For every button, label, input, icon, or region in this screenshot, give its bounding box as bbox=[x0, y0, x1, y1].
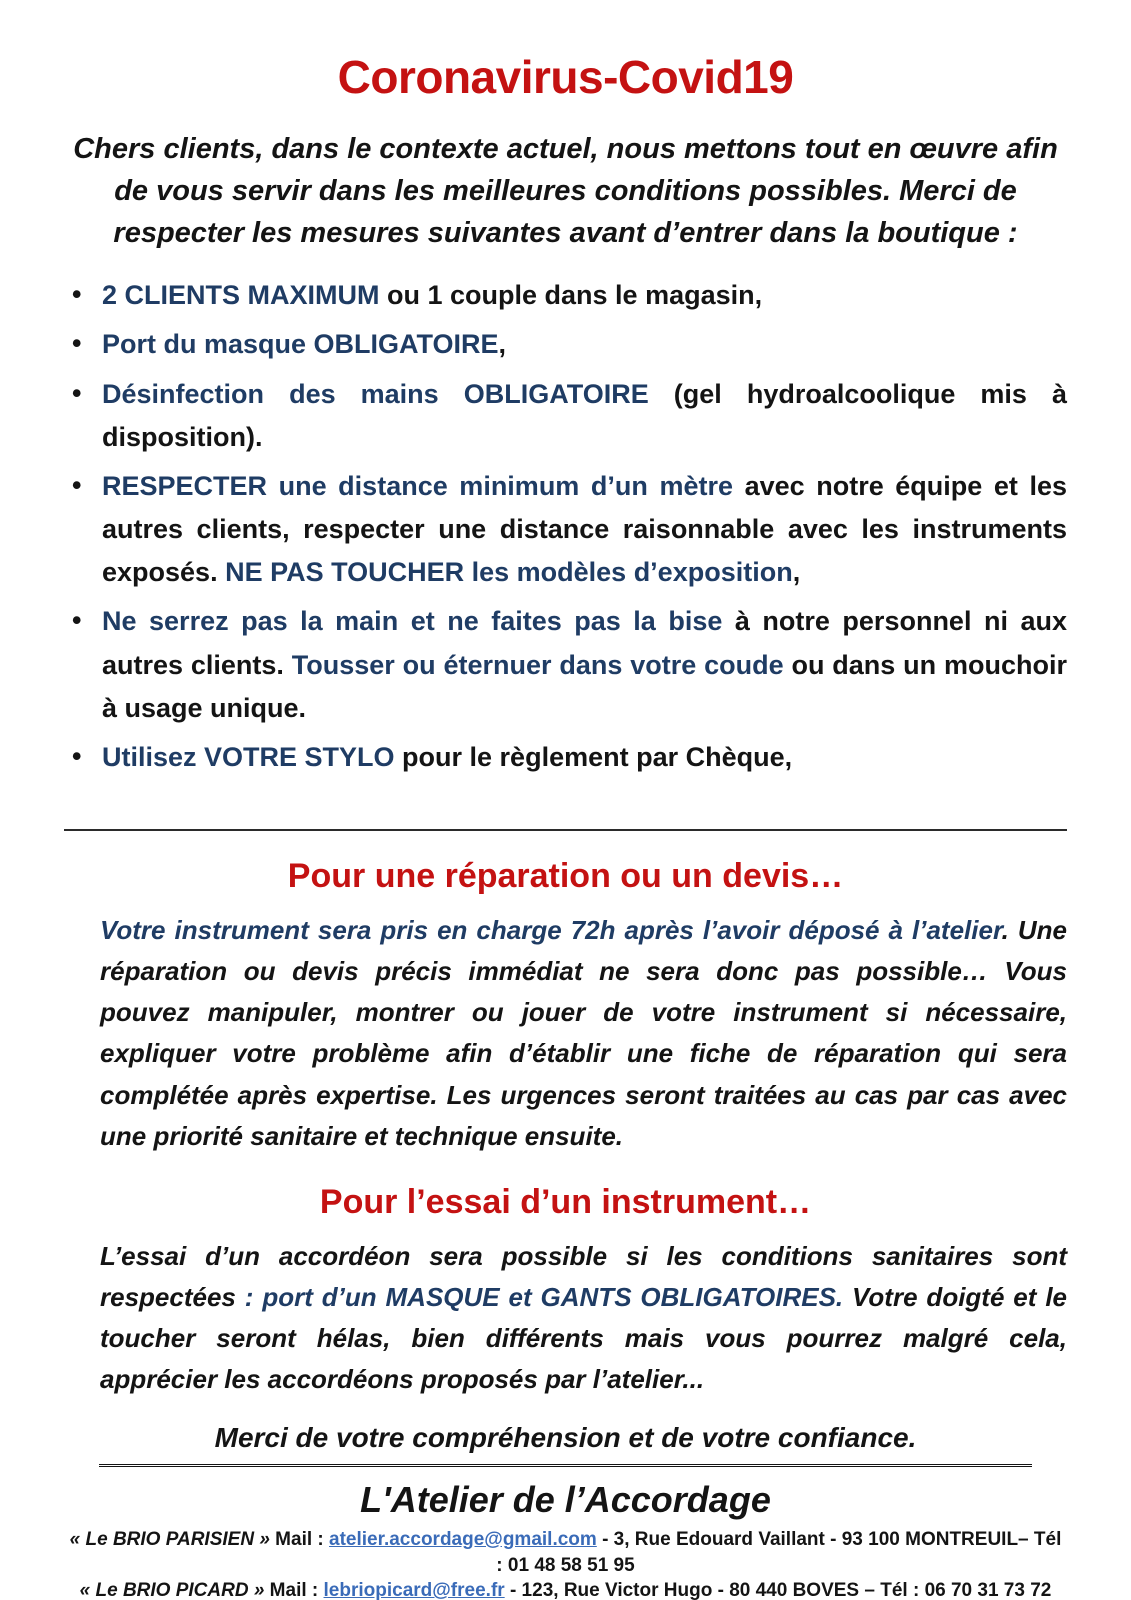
text-run: ou dans un mouchoir à usage unique. bbox=[102, 649, 1067, 723]
text-run: RESPECTER une distance minimum d’un mètre bbox=[102, 470, 733, 501]
list-item bbox=[102, 373, 1067, 459]
list-item bbox=[102, 736, 1067, 779]
email-link[interactable]: lebriopicard@free.fr bbox=[323, 1580, 505, 1600]
trial-paragraph bbox=[100, 1236, 1067, 1400]
measures-list bbox=[64, 274, 1067, 779]
text-run: Utilisez VOTRE STYLO bbox=[102, 742, 395, 773]
repair-paragraph bbox=[100, 910, 1067, 1156]
text-run: Votre doigté et le toucher seront hélas, bien différents mais vous pourrez malgré cela, apprécier les accordéons proposés par l’atelier... bbox=[100, 1281, 1067, 1394]
footer-divider bbox=[99, 1464, 1032, 1467]
text-run: , bbox=[792, 557, 801, 588]
thanks-line: Merci de votre compréhension et de votre confiance. bbox=[214, 1421, 917, 1453]
text-run: avec notre équipe et les autres clients, respecter une distance raisonnable avec les instruments exposés. bbox=[102, 470, 1067, 588]
mail-label: Mail : bbox=[269, 1528, 330, 1550]
shop-name: « Le BRIO PICARD » bbox=[79, 1580, 265, 1600]
page-title: Coronavirus-Covid19 bbox=[337, 51, 794, 103]
text-run: pour le règlement par Chèque, bbox=[394, 742, 793, 773]
list-item bbox=[102, 465, 1067, 595]
contact-line bbox=[64, 1578, 1067, 1600]
text-run: ou 1 couple dans le magasin, bbox=[379, 280, 763, 311]
text-run: à notre personnel ni aux autres clients. bbox=[102, 606, 1067, 680]
shop-name: « Le BRIO PARISIEN » bbox=[69, 1528, 270, 1550]
email-link[interactable]: atelier.accordage@gmail.com bbox=[329, 1528, 597, 1550]
business-name: L'Atelier de l’Accordage bbox=[360, 1478, 771, 1520]
list-item bbox=[102, 274, 1067, 317]
text-run: Désinfection des mains OBLIGATOIRE bbox=[102, 378, 649, 409]
repair-section-heading: Pour une réparation ou un devis… bbox=[287, 857, 844, 896]
text-run: : port d’un MASQUE et GANTS OBLIGATOIRES. bbox=[235, 1281, 844, 1312]
text-run: 2 CLIENTS MAXIMUM bbox=[102, 280, 380, 311]
text-run: Votre instrument sera pris en charge 72h après l’avoir déposé à l’atelier bbox=[100, 915, 1002, 946]
list-item bbox=[102, 600, 1067, 730]
text-run: , bbox=[498, 329, 507, 360]
text-run: NE PAS TOUCHER les modèles d’exposition bbox=[225, 557, 793, 588]
footer-contacts bbox=[64, 1527, 1067, 1600]
mail-label: Mail : bbox=[264, 1580, 324, 1600]
text-run: (gel hydroalcoolique mis à disposition). bbox=[102, 378, 1067, 452]
contact-line bbox=[64, 1527, 1067, 1578]
intro-paragraph: Chers clients, dans le contexte actuel, nous mettons tout en œuvre afin de vous servir dans les meilleures conditions possibles. Merci de respecter les mesures suivantes avant d’entrer dans la boutique : bbox=[73, 133, 1058, 250]
text-run: L’essai d’un accordéon sera possible si les conditions sanitaires sont respectées bbox=[100, 1240, 1067, 1312]
text-run: Ne serrez pas la main et ne faites pas la bise bbox=[102, 606, 723, 637]
text-run: Port du masque OBLIGATOIRE bbox=[102, 329, 499, 360]
list-item bbox=[102, 323, 1067, 366]
text-run: . Une réparation ou devis précis immédiat ne sera donc pas possible… Vous pouvez manipuler, montrer ou jouer de votre instrument si nécessaire, expliquer votre problème afin d’établir une fiche de réparation qui sera complétée après expertise. Les urgences seront traitées au cas par cas avec une priorité sanitaire et technique ensuite. bbox=[100, 915, 1067, 1151]
text-run: Tousser ou éternuer dans votre coude bbox=[291, 649, 784, 680]
address-phone: - 3, Rue Edouard Vaillant - 93 100 MONTREUIL– Tél : 01 48 58 51 95 bbox=[496, 1528, 1062, 1576]
trial-section-heading: Pour l’essai d’un instrument… bbox=[319, 1182, 812, 1221]
address-phone: - 123, Rue Victor Hugo - 80 440 BOVES – Tél : 06 70 31 73 72 bbox=[504, 1580, 1052, 1600]
section-divider bbox=[64, 829, 1067, 831]
